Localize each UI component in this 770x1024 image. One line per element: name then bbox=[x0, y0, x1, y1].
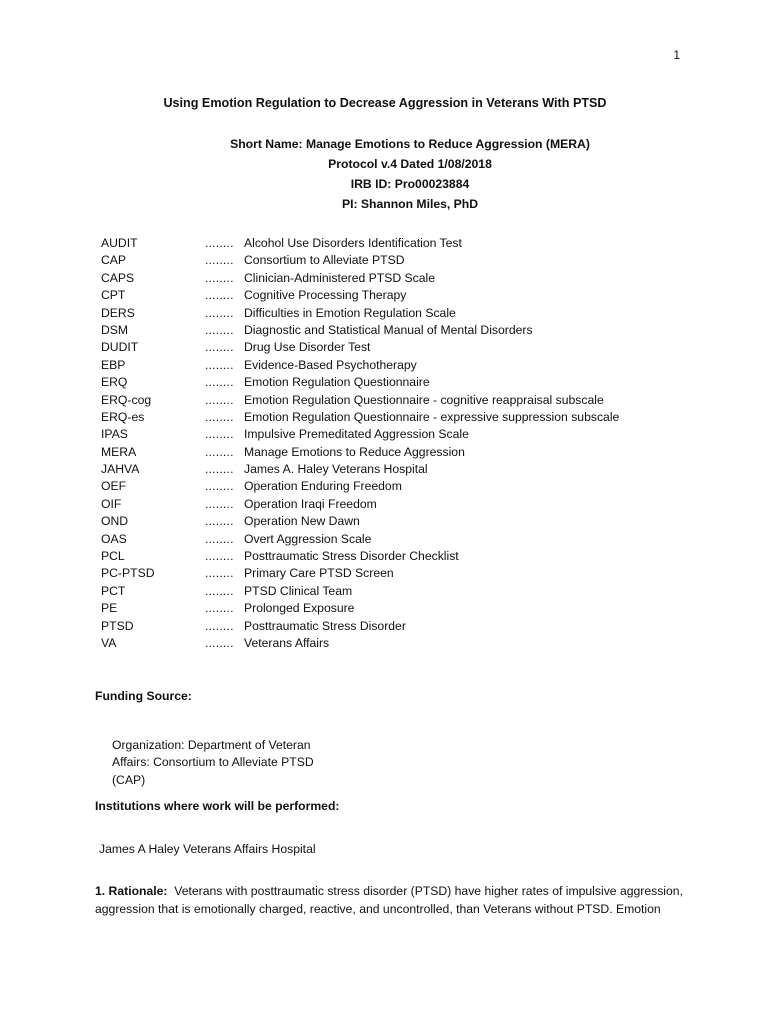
institutions-heading: Institutions where work will be performed: bbox=[95, 799, 340, 813]
abbreviation-row bbox=[101, 409, 721, 426]
abbreviation-definition: PTSD Clinical Team bbox=[244, 583, 353, 598]
abbreviation-leader-dots: ........ bbox=[205, 531, 234, 546]
abbreviation-code: AUDIT bbox=[101, 236, 138, 250]
abbreviation-definition: Veterans Affairs bbox=[244, 635, 330, 650]
abbreviation-code: PCT bbox=[101, 583, 126, 598]
abbreviation-definition: Diagnostic and Statistical Manual of Mental Disorders bbox=[244, 322, 533, 337]
funding-heading: Funding Source: bbox=[95, 689, 192, 703]
institution-name: James A Haley Veterans Affairs Hospital bbox=[99, 842, 316, 856]
abbreviation-definition: Consortium to Alleviate PTSD bbox=[244, 253, 405, 268]
abbreviation-row bbox=[101, 496, 721, 513]
abbreviation-code: MERA bbox=[101, 444, 137, 459]
abbreviation-row bbox=[101, 322, 721, 339]
abbreviation-definition: Impulsive Premeditated Aggression Scale bbox=[244, 427, 469, 442]
abbreviation-row bbox=[101, 461, 721, 478]
abbreviation-row bbox=[101, 618, 721, 635]
abbreviation-definition: James A. Haley Veterans Hospital bbox=[244, 462, 428, 477]
abbreviation-row bbox=[101, 270, 721, 287]
abbreviation-row bbox=[101, 444, 721, 461]
abbreviation-definition: Drug Use Disorder Test bbox=[244, 340, 371, 355]
abbreviation-definition: Evidence-Based Psychotherapy bbox=[244, 357, 417, 372]
abbreviation-leader-dots: ........ bbox=[205, 462, 234, 477]
abbreviation-row bbox=[101, 600, 721, 617]
abbreviation-code: PE bbox=[101, 601, 118, 616]
abbreviation-code: ERQ-es bbox=[101, 409, 145, 424]
rationale-heading: 1. Rationale: bbox=[95, 884, 168, 898]
page-number: 1 bbox=[673, 48, 680, 62]
abbreviation-code: EBP bbox=[101, 357, 126, 372]
abbreviation-row bbox=[101, 478, 721, 495]
abbreviation-leader-dots: ........ bbox=[205, 409, 234, 424]
organization-line: Organization: Department of Veteran bbox=[112, 738, 311, 752]
abbreviation-code: JAHVA bbox=[101, 462, 140, 477]
abbreviation-row bbox=[101, 252, 721, 269]
funding-organization bbox=[112, 737, 342, 789]
abbreviation-definition: Emotion Regulation Questionnaire - expressive suppression subscale bbox=[244, 409, 620, 424]
abbreviation-code: PTSD bbox=[101, 618, 134, 633]
abbreviation-definition: Manage Emotions to Reduce Aggression bbox=[244, 444, 465, 459]
abbreviation-leader-dots: ........ bbox=[205, 566, 234, 581]
abbreviation-leader-dots: ........ bbox=[205, 549, 234, 564]
organization-line: (CAP) bbox=[112, 772, 146, 787]
abbreviation-definition: Difficulties in Emotion Regulation Scale bbox=[244, 305, 456, 320]
abbreviation-code: VA bbox=[101, 635, 117, 650]
abbreviation-leader-dots: ........ bbox=[205, 601, 234, 616]
abbreviation-definition: Clinician-Administered PTSD Scale bbox=[244, 270, 436, 285]
abbreviation-leader-dots: ........ bbox=[205, 305, 234, 320]
abbreviation-leader-dots: ........ bbox=[205, 618, 234, 633]
protocol-meta bbox=[175, 134, 645, 214]
abbreviation-leader-dots: ........ bbox=[205, 427, 234, 442]
abbreviation-code: OIF bbox=[101, 496, 122, 511]
abbreviation-leader-dots: ........ bbox=[205, 392, 234, 407]
abbreviation-leader-dots: ........ bbox=[205, 357, 234, 372]
abbreviation-definition: Cognitive Processing Therapy bbox=[244, 288, 407, 303]
abbreviation-code: CPT bbox=[101, 288, 126, 303]
abbreviation-definition: Operation Enduring Freedom bbox=[244, 479, 402, 494]
abbreviation-leader-dots: ........ bbox=[205, 479, 234, 494]
abbreviation-row bbox=[101, 531, 721, 548]
rationale-paragraph bbox=[95, 882, 715, 918]
abbreviation-code: DUDIT bbox=[101, 340, 139, 355]
abbreviation-leader-dots: ........ bbox=[205, 288, 234, 303]
abbreviation-leader-dots: ........ bbox=[205, 270, 234, 285]
abbreviation-leader-dots: ........ bbox=[205, 514, 234, 529]
abbreviation-definition: Emotion Regulation Questionnaire bbox=[244, 375, 430, 390]
abbreviation-leader-dots: ........ bbox=[205, 236, 234, 250]
abbreviation-row bbox=[101, 374, 721, 391]
abbreviation-definition: Primary Care PTSD Screen bbox=[244, 566, 394, 581]
abbreviation-row bbox=[101, 583, 721, 600]
abbreviation-row bbox=[101, 305, 721, 322]
organization-line: Affairs: Consortium to Alleviate PTSD bbox=[112, 755, 314, 770]
abbreviation-leader-dots: ........ bbox=[205, 322, 234, 337]
abbreviation-code: ERQ-cog bbox=[101, 392, 152, 407]
abbreviation-definition: Posttraumatic Stress Disorder bbox=[244, 618, 406, 633]
abbreviation-definition: Operation New Dawn bbox=[244, 514, 360, 529]
abbreviation-row bbox=[101, 548, 721, 565]
abbreviation-leader-dots: ........ bbox=[205, 340, 234, 355]
abbreviation-code: IPAS bbox=[101, 427, 128, 442]
abbreviation-definition: Prolonged Exposure bbox=[244, 601, 355, 616]
abbreviation-leader-dots: ........ bbox=[205, 375, 234, 390]
irb-id: IRB ID: Pro00023884 bbox=[350, 177, 470, 191]
abbreviation-definition: Posttraumatic Stress Disorder Checklist bbox=[244, 549, 459, 564]
rationale-text: Veterans with posttraumatic stress disorder (PTSD) have higher rates of impulsive aggression, aggression that is emotionally charged, reactive, and uncontrolled, than Veterans without PTSD. Emotion bbox=[95, 884, 683, 916]
protocol-version: Protocol v.4 Dated 1/08/2018 bbox=[328, 157, 492, 171]
abbreviation-code: DERS bbox=[101, 305, 135, 320]
abbreviation-code: OND bbox=[101, 514, 129, 529]
abbreviation-leader-dots: ........ bbox=[205, 444, 234, 459]
abbreviation-definition: Operation Iraqi Freedom bbox=[244, 496, 377, 511]
abbreviation-leader-dots: ........ bbox=[205, 635, 234, 650]
abbreviation-row bbox=[101, 565, 721, 582]
document-title: Using Emotion Regulation to Decrease Aggression in Veterans With PTSD bbox=[163, 96, 607, 110]
abbreviation-leader-dots: ........ bbox=[205, 253, 234, 268]
abbreviation-definition: Overt Aggression Scale bbox=[244, 531, 372, 546]
abbreviation-row bbox=[101, 287, 721, 304]
abbreviation-code: DSM bbox=[101, 322, 129, 337]
abbreviation-row bbox=[101, 426, 721, 443]
abbreviation-row bbox=[101, 339, 721, 356]
abbreviation-leader-dots: ........ bbox=[205, 496, 234, 511]
abbreviation-code: PCL bbox=[101, 549, 125, 564]
short-name: Short Name: Manage Emotions to Reduce Aggression (MERA) bbox=[230, 137, 590, 151]
abbreviation-code: PC-PTSD bbox=[101, 566, 155, 581]
abbreviation-list bbox=[101, 235, 721, 652]
principal-investigator: PI: Shannon Miles, PhD bbox=[341, 197, 479, 211]
abbreviation-row bbox=[101, 513, 721, 530]
abbreviation-row bbox=[101, 392, 721, 409]
abbreviation-definition: Alcohol Use Disorders Identification Test bbox=[244, 236, 462, 250]
abbreviation-code: ERQ bbox=[101, 375, 128, 390]
abbreviation-code: OEF bbox=[101, 479, 127, 494]
abbreviation-code: CAPS bbox=[101, 270, 135, 285]
abbreviation-code: OAS bbox=[101, 531, 127, 546]
abbreviation-row bbox=[101, 357, 721, 374]
abbreviation-row bbox=[101, 635, 721, 652]
abbreviation-leader-dots: ........ bbox=[205, 583, 234, 598]
abbreviation-row bbox=[101, 235, 721, 252]
abbreviation-definition: Emotion Regulation Questionnaire - cognitive reappraisal subscale bbox=[244, 392, 604, 407]
abbreviation-code: CAP bbox=[101, 253, 127, 268]
